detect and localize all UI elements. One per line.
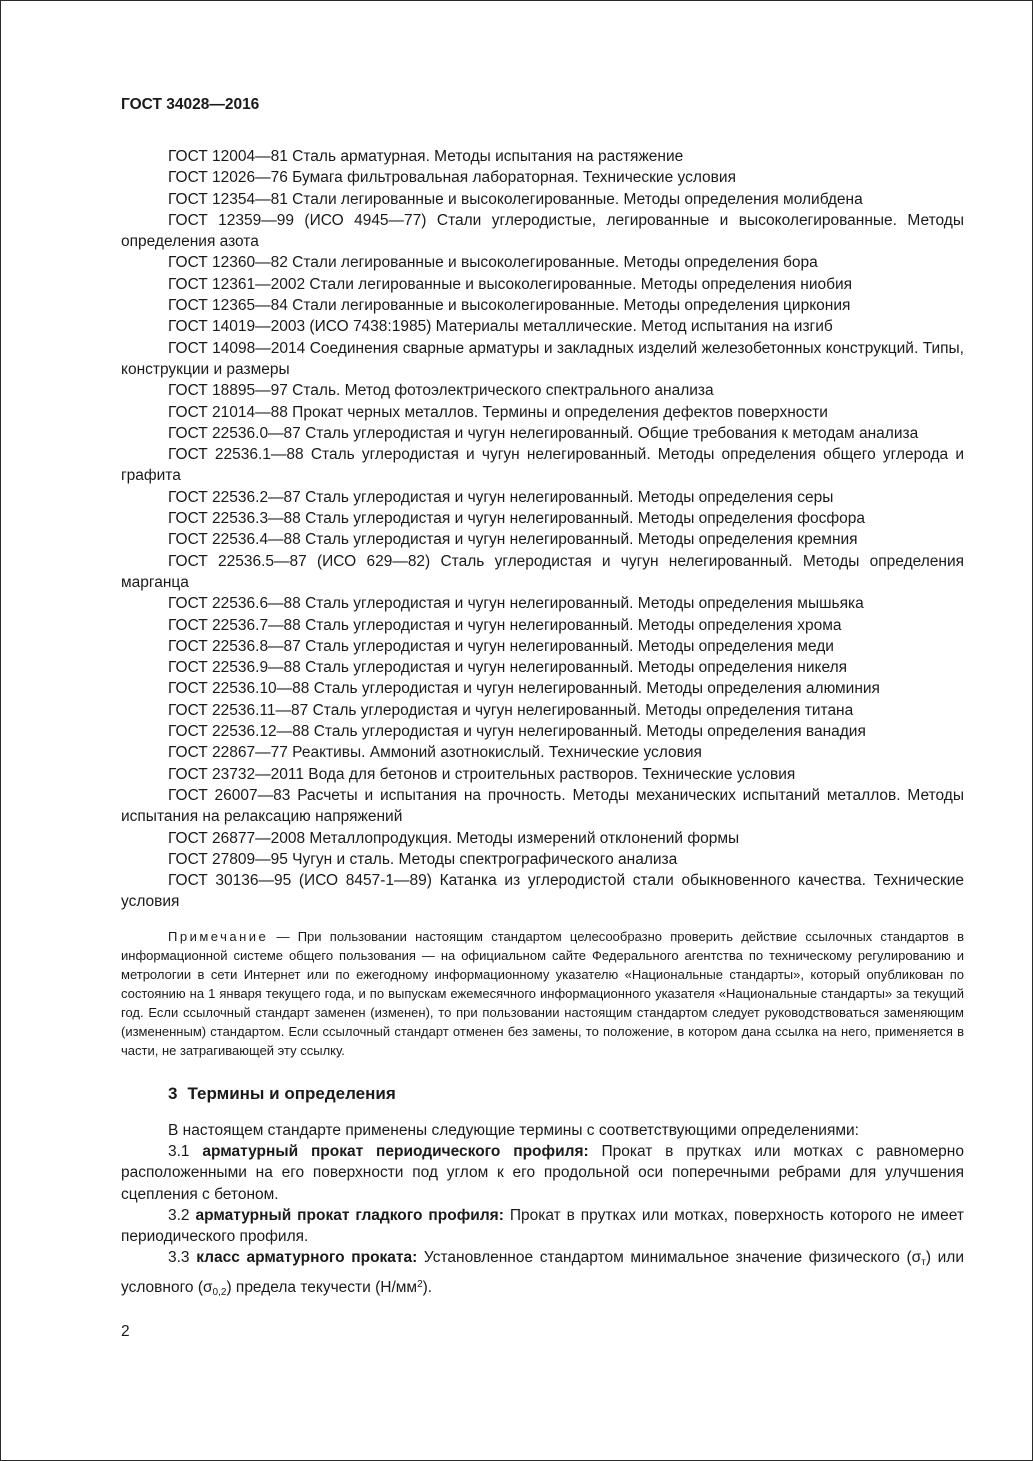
term-definition-part: ). <box>422 1278 433 1296</box>
term-3-1 <box>121 1141 964 1205</box>
reference-item: ГОСТ 12360—82 Стали легированные и высоколегированные. Методы определения бора <box>168 254 818 272</box>
reference-item: ГОСТ 22536.3—88 Сталь углеродистая и чугун нелегированный. Методы определения фосфора <box>168 510 866 528</box>
page-number: 2 <box>121 1323 130 1340</box>
reference-item: ГОСТ 12361—2002 Стали легированные и высоколегированные. Методы определения ниобия <box>168 275 853 293</box>
reference-item: ГОСТ 22536.9—88 Сталь углеродистая и чугун нелегированный. Методы определения никеля <box>168 659 848 677</box>
term-number: 3.2 <box>168 1206 190 1224</box>
section-heading <box>121 1084 964 1104</box>
reference-item: ГОСТ 22867—77 Реактивы. Аммоний азотнокислый. Технические условия <box>168 744 702 762</box>
term-number: 3.1 <box>168 1142 190 1160</box>
term-3-2 <box>121 1205 964 1248</box>
term-3-3 <box>121 1247 964 1303</box>
reference-item: ГОСТ 27809—95 Чугун и сталь. Методы спектрографического анализа <box>168 850 678 868</box>
reference-item: ГОСТ 14098—2014 Соединения сварные арматуры и закладных изделий железобетонных конструкций. Типы, конструкции и размеры <box>121 339 964 378</box>
term-definition-part: ) или условного (σ <box>121 1249 964 1296</box>
note-text: — При пользовании настоящим стандартом целесообразно проверить действие ссылочных стандартов в информационной системе общего пользования — на официальном сайте Федерального агентства по техническому регулированию и метрологии в сети Интернет или по ежегодному информационному указателю «Национальные стандарты», который опубликован по состоянию на 1 января текущего года, и по выпускам ежемесячного информационного указателя «Национальные стандарты» за текущий год. Если ссылочный стандарт заменен (изменен), то при пользовании настоящим стандартом следует руководствоваться заменяющим (измененным) стандартом. Если ссылочный стандарт отменен без замены, то положение, в котором дана ссылка на него, применяется в части, не затрагивающей эту ссылку. <box>121 928 964 1058</box>
sigma-t-subscript: т <box>921 1257 926 1269</box>
reference-item: ГОСТ 22536.7—88 Сталь углеродистая и чугун нелегированный. Методы определения хрома <box>168 616 842 634</box>
reference-item: ГОСТ 12359—99 (ИСО 4945—77) Стали углеродистые, легированные и высоколегированные. Методы определения азота <box>121 211 964 251</box>
reference-item: ГОСТ 22536.8—87 Сталь углеродистая и чугун нелегированный. Методы определения меди <box>168 637 834 655</box>
reference-item: ГОСТ 18895—97 Сталь. Метод фотоэлектрического спектрального анализа <box>168 382 714 400</box>
reference-item: ГОСТ 22536.4—88 Сталь углеродистая и чугун нелегированный. Методы определения кремния <box>168 531 858 549</box>
reference-item: ГОСТ 22536.10—88 Сталь углеродистая и чугун нелегированный. Методы определения алюминия <box>168 680 880 698</box>
term-definition: Прокат в прутках или мотках, поверхность которого не имеет периодического профиля. <box>121 1206 965 1246</box>
reference-item: ГОСТ 14019—2003 (ИСО 7438:1985) Материалы металлические. Метод испытания на изгиб <box>168 318 833 336</box>
reference-item: ГОСТ 26877—2008 Металлопродукция. Методы измерений отклонений формы <box>168 829 740 847</box>
reference-item: ГОСТ 12354—81 Стали легированные и высоколегированные. Методы определения молибдена <box>168 190 863 208</box>
reference-item: ГОСТ 22536.2—87 Сталь углеродистая и чугун нелегированный. Методы определения серы <box>168 488 834 506</box>
reference-item: ГОСТ 22536.6—88 Сталь углеродистая и чугун нелегированный. Методы определения мышьяка <box>168 595 864 613</box>
section-number: 3 <box>168 1083 178 1103</box>
term-number: 3.3 <box>168 1249 190 1267</box>
term-definition-part: ) предела текучести (Н/мм <box>226 1278 418 1296</box>
reference-item: ГОСТ 23732—2011 Вода для бетонов и строительных растворов. Технические условия <box>168 765 796 783</box>
section-title: Термины и определения <box>187 1083 396 1103</box>
term-name: арматурный прокат периодического профиля: <box>202 1142 589 1160</box>
reference-item: ГОСТ 12004—81 Сталь арматурная. Методы испытания на растяжение <box>168 148 684 165</box>
page-content <box>121 96 964 1303</box>
references-list <box>121 146 964 913</box>
reference-item: ГОСТ 22536.5—87 (ИСО 629—82) Сталь углеродистая и чугун нелегированный. Методы определения марганца <box>121 552 964 591</box>
note-label: Примечание <box>168 928 269 944</box>
reference-item: ГОСТ 30136—95 (ИСО 8457-1—89) Катанка из углеродистой стали обыкновенного качества. Технические условия <box>121 872 964 911</box>
reference-item: ГОСТ 26007—83 Расчеты и испытания на прочность. Методы механических испытаний металлов. Методы испытания на релаксацию напряжений <box>121 786 964 826</box>
sigma-02-subscript: 0,2 <box>212 1286 227 1298</box>
reference-item: ГОСТ 12365—84 Стали легированные и высоколегированные. Методы определения циркония <box>168 297 851 315</box>
reference-item: ГОСТ 22536.1—88 Сталь углеродистая и чугун нелегированный. Методы определения общего углерода и графита <box>121 446 964 485</box>
reference-item: ГОСТ 22536.0—87 Сталь углеродистая и чугун нелегированный. Общие требования к методам анализа <box>168 424 919 442</box>
document-header: ГОСТ 34028—2016 <box>121 96 260 113</box>
mm-squared-superscript: 2 <box>417 1278 423 1290</box>
term-definition: Прокат в прутках или мотках с равномерно расположенными на его поверхности под углом к его продольной оси поперечными ребрами для улучшения сцепления с бетоном. <box>121 1142 964 1203</box>
term-name: класс арматурного проката: <box>196 1249 418 1267</box>
reference-item: ГОСТ 21014—88 Прокат черных металлов. Термины и определения дефектов поверхности <box>168 403 828 421</box>
term-definition-part: Установленное стандартом минимальное значение физического (σ <box>423 1249 922 1267</box>
reference-item: ГОСТ 22536.11—87 Сталь углеродистая и чугун нелегированный. Методы определения титана <box>168 701 854 719</box>
reference-item: ГОСТ 22536.12—88 Сталь углеродистая и чугун нелегированный. Методы определения ванадия <box>168 723 866 741</box>
reference-item: ГОСТ 12026—76 Бумага фильтровальная лабораторная. Технические условия <box>168 169 736 187</box>
term-name: арматурный прокат гладкого профиля: <box>195 1206 504 1224</box>
note-paragraph <box>121 927 964 1060</box>
terms-intro: В настоящем стандарте применены следующие термины с соответствующими определениями: <box>168 1121 859 1139</box>
